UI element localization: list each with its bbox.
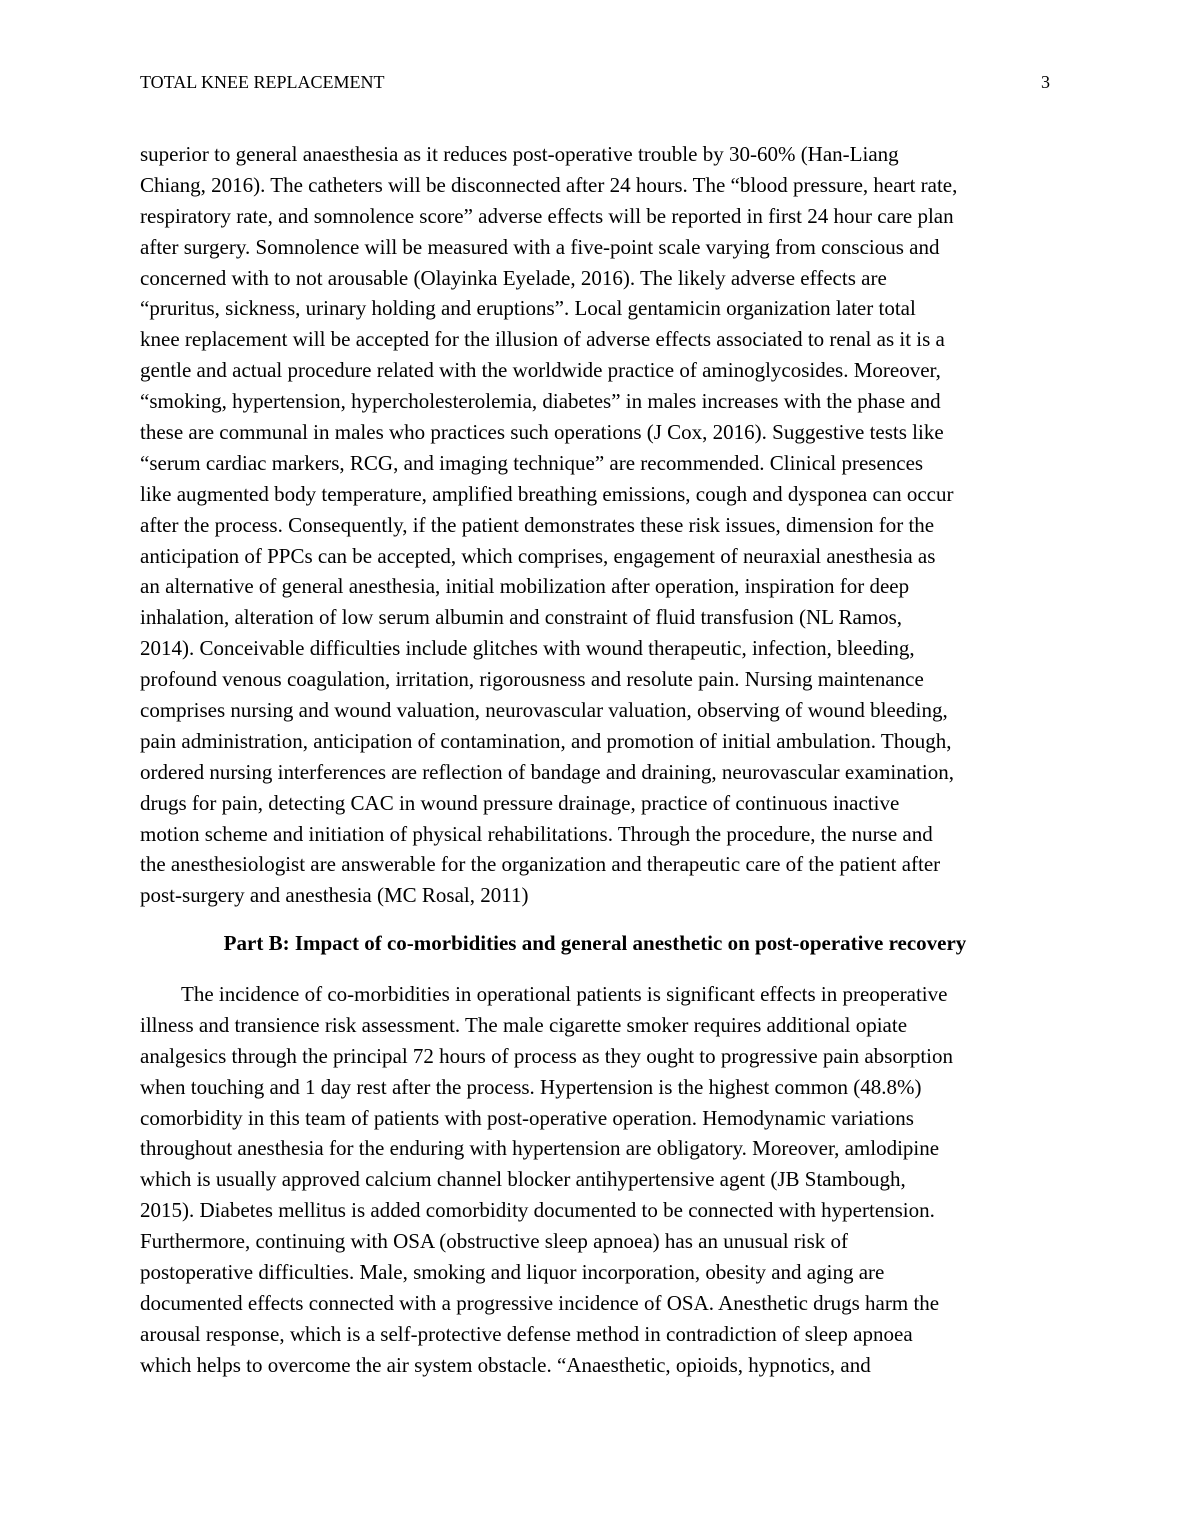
paragraph-line: 2015). Diabetes mellitus is added comorbidity documented to be connected with hypertension.	[140, 1198, 935, 1223]
paragraph-line: illness and transience risk assessment. The male cigarette smoker requires additional opiate	[140, 1012, 908, 1037]
paragraph-line: which is usually approved calcium channel blocker antihypertensive agent (JB Stambough,	[140, 1167, 906, 1192]
paragraph-line: after surgery. Somnolence will be measured with a five-point scale varying from conscious and	[140, 234, 940, 259]
section-heading: Part B: Impact of co-morbidities and general anesthetic on post-operative recovery	[223, 931, 967, 955]
paragraph-line: drugs for pain, detecting CAC in wound pressure drainage, practice of continuous inactive	[140, 790, 900, 815]
paragraph-line: superior to general anaesthesia as it reduces post-operative trouble by 30-60% (Han-Liang	[140, 142, 899, 166]
paragraph-line: an alternative of general anesthesia, initial mobilization after operation, inspiration for deep	[140, 574, 910, 599]
paragraph-line: concerned with to not arousable (Olayinka Eyelade, 2016). The likely adverse effects are	[140, 265, 887, 290]
paragraph-line: knee replacement will be accepted for the illusion of adverse effects associated to renal as it is a	[140, 327, 945, 352]
paragraph-line: anticipation of PPCs can be accepted, which comprises, engagement of neuraxial anesthesia as	[140, 543, 936, 568]
paragraph-line: analgesics through the principal 72 hours of process as they ought to progressive pain absorption	[140, 1043, 953, 1068]
paragraph-line: throughout anesthesia for the enduring with hypertension are obligatory. Moreover, amlodipine	[140, 1136, 940, 1161]
paragraph-line: “smoking, hypertension, hypercholesterolemia, diabetes” in males increases with the phase and	[140, 389, 941, 414]
paragraph-line: after the process. Consequently, if the patient demonstrates these risk issues, dimension for the	[140, 512, 935, 537]
paragraph-line: gentle and actual procedure related with the worldwide practice of aminoglycosides. Moreover,	[140, 358, 941, 383]
paragraph-line: motion scheme and initiation of physical rehabilitations. Through the procedure, the nurse and	[140, 821, 933, 846]
paragraph-line: 2014). Conceivable difficulties include glitches with wound therapeutic, infection, bleeding,	[140, 636, 915, 661]
paragraph-line: “serum cardiac markers, RCG, and imaging technique” are recommended. Clinical presences	[140, 450, 924, 475]
paragraph-line: “pruritus, sickness, urinary holding and eruptions”. Local gentamicin organization later total	[140, 296, 916, 321]
paragraph-line: postoperative difficulties. Male, smoking and liquor incorporation, obesity and aging are	[140, 1260, 885, 1285]
paragraph-line: inhalation, alteration of low serum albumin and constraint of fluid transfusion (NL Ramos,	[140, 605, 903, 630]
body-paragraph-2	[140, 979, 1065, 1381]
paragraph-line: documented effects connected with a progressive incidence of OSA. Anesthetic drugs harm the	[140, 1290, 940, 1315]
paragraph-line: which helps to overcome the air system obstacle. “Anaesthetic, opioids, hypnotics, and	[140, 1352, 871, 1377]
paragraph-line: post-surgery and anesthesia (MC Rosal, 2011)	[140, 883, 529, 908]
page-number: 3	[1041, 72, 1050, 92]
paragraph-line: comorbidity in this team of patients with post-operative operation. Hemodynamic variations	[140, 1105, 914, 1130]
paragraph-line: arousal response, which is a self-protective defense method in contradiction of sleep apnoea	[140, 1321, 913, 1346]
paragraph-line: comprises nursing and wound valuation, neurovascular valuation, observing of wound bleeding,	[140, 698, 948, 723]
paragraph-line: profound venous coagulation, irritation, rigorousness and resolute pain. Nursing maintenance	[140, 667, 924, 692]
paragraph-line: Furthermore, continuing with OSA (obstructive sleep apnoea) has an unusual risk of	[140, 1229, 849, 1254]
paragraph-line: these are communal in males who practices such operations (J Cox, 2016). Suggestive tests like	[140, 420, 944, 445]
paragraph-line: Chiang, 2016). The catheters will be disconnected after 24 hours. The “blood pressure, heart rate,	[140, 172, 958, 197]
body-paragraph-1	[140, 139, 1065, 911]
paragraph-line: The incidence of co-morbidities in operational patients is significant effects in preoperative	[181, 982, 948, 1006]
paragraph-line: when touching and 1 day rest after the process. Hypertension is the highest common (48.8%)	[140, 1074, 922, 1099]
running-head: TOTAL KNEE REPLACEMENT	[140, 72, 385, 92]
paragraph-line: respiratory rate, and somnolence score” adverse effects will be reported in first 24 hour care plan	[140, 203, 954, 228]
paragraph-line: ordered nursing interferences are reflection of bandage and draining, neurovascular examination,	[140, 759, 954, 784]
paragraph-line: the anesthesiologist are answerable for the organization and therapeutic care of the patient after	[140, 852, 941, 877]
paragraph-line: pain administration, anticipation of contamination, and promotion of initial ambulation. Though,	[140, 728, 952, 753]
paragraph-line: like augmented body temperature, amplified breathing emissions, cough and dysponea can occur	[140, 481, 954, 506]
